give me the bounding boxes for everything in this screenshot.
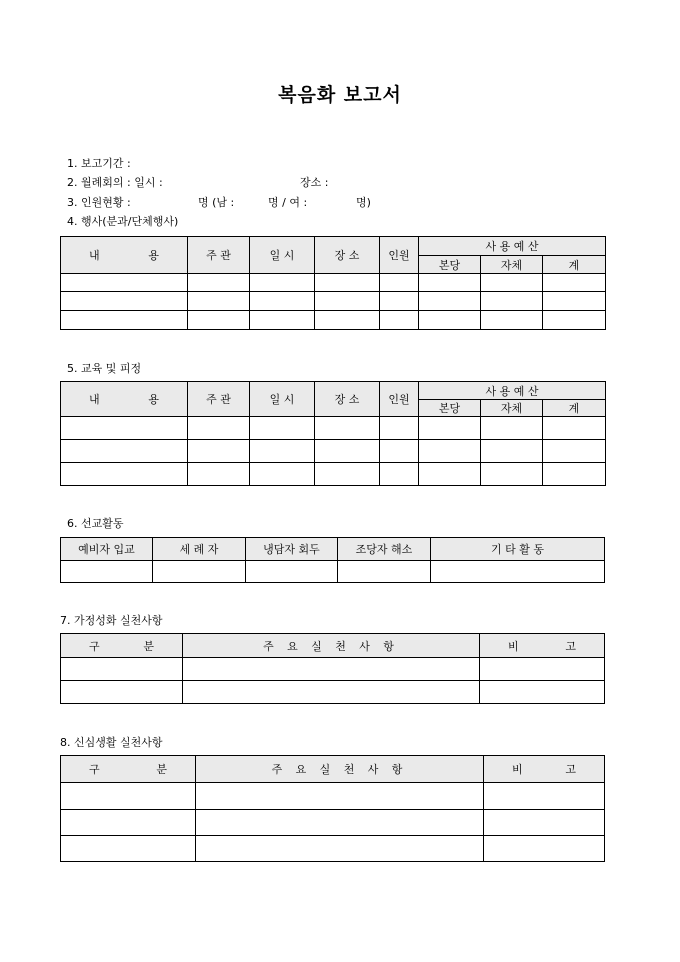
header-main-practices: 주 요 실 천 사 항 xyxy=(196,756,484,783)
header-remarks: 비 고 xyxy=(480,634,605,658)
header-people: 인원 xyxy=(380,237,419,274)
header-division: 구 분 xyxy=(61,756,196,783)
people-status-label: 3. 인원현황 : xyxy=(67,196,131,209)
header-budget-self: 자체 xyxy=(481,256,543,274)
table-row xyxy=(61,292,606,311)
header-budget: 사 용 예 산 xyxy=(419,382,606,400)
header-budget: 사 용 예 산 xyxy=(419,237,606,256)
header-budget-parish: 본당 xyxy=(419,400,481,417)
header-budget-parish: 본당 xyxy=(419,256,481,274)
table-row xyxy=(61,274,606,292)
table-row xyxy=(61,440,606,463)
header-budget-total: 계 xyxy=(543,400,606,417)
table-row xyxy=(61,463,606,486)
header-place: 장 소 xyxy=(315,237,380,274)
meeting-place-label: 장소 : xyxy=(300,176,329,189)
header-division: 구 분 xyxy=(61,634,183,658)
header-baptized: 세 례 자 xyxy=(153,538,246,561)
events-table xyxy=(60,236,606,330)
education-table xyxy=(60,381,606,486)
header-host: 주 관 xyxy=(188,237,250,274)
header-other-activities: 기 타 활 동 xyxy=(431,538,605,561)
header-returned: 냉담자 회두 xyxy=(246,538,338,561)
people-female-label: 명) xyxy=(356,196,371,209)
table-row xyxy=(61,810,605,836)
mission-table xyxy=(60,537,605,583)
page-title: 복음화 보고서 xyxy=(278,84,402,106)
table-row xyxy=(61,417,606,440)
header-remarks: 비 고 xyxy=(484,756,605,783)
header-catechumen: 예비자 입교 xyxy=(61,538,153,561)
devotion-practice-table xyxy=(60,755,605,862)
table-row xyxy=(61,783,605,810)
family-practice-table xyxy=(60,633,605,704)
header-content: 내 용 xyxy=(61,382,188,417)
header-main-practices: 주 요 실 천 사 항 xyxy=(183,634,480,658)
report-period: 1. 보고기간 : xyxy=(67,157,131,170)
header-content: 내 용 xyxy=(61,237,188,274)
header-budget-self: 자체 xyxy=(481,400,543,417)
header-people: 인원 xyxy=(380,382,419,417)
section-family: 7. 가정성화 실천사항 xyxy=(60,614,163,627)
header-host: 주 관 xyxy=(188,382,250,417)
people-total-label: 명 (남 : xyxy=(198,196,235,209)
meeting-date-label: 2. 월례회의 : 일시 : xyxy=(67,176,163,189)
table-row xyxy=(61,836,605,862)
section-education: 5. 교육 및 피정 xyxy=(67,362,142,375)
table-row xyxy=(61,681,605,704)
header-resolved: 조당자 해소 xyxy=(338,538,431,561)
section-mission: 6. 선교활동 xyxy=(67,517,124,530)
section-events: 4. 행사(분과/단체행사) xyxy=(67,215,179,228)
people-male-label: 명 / 여 : xyxy=(268,196,308,209)
header-datetime: 일 시 xyxy=(250,382,315,417)
table-row xyxy=(61,561,605,583)
header-datetime: 일 시 xyxy=(250,237,315,274)
header-place: 장 소 xyxy=(315,382,380,417)
section-devotion: 8. 신심생활 실천사항 xyxy=(60,736,163,749)
table-row xyxy=(61,311,606,330)
table-row xyxy=(61,658,605,681)
header-budget-total: 계 xyxy=(543,256,606,274)
